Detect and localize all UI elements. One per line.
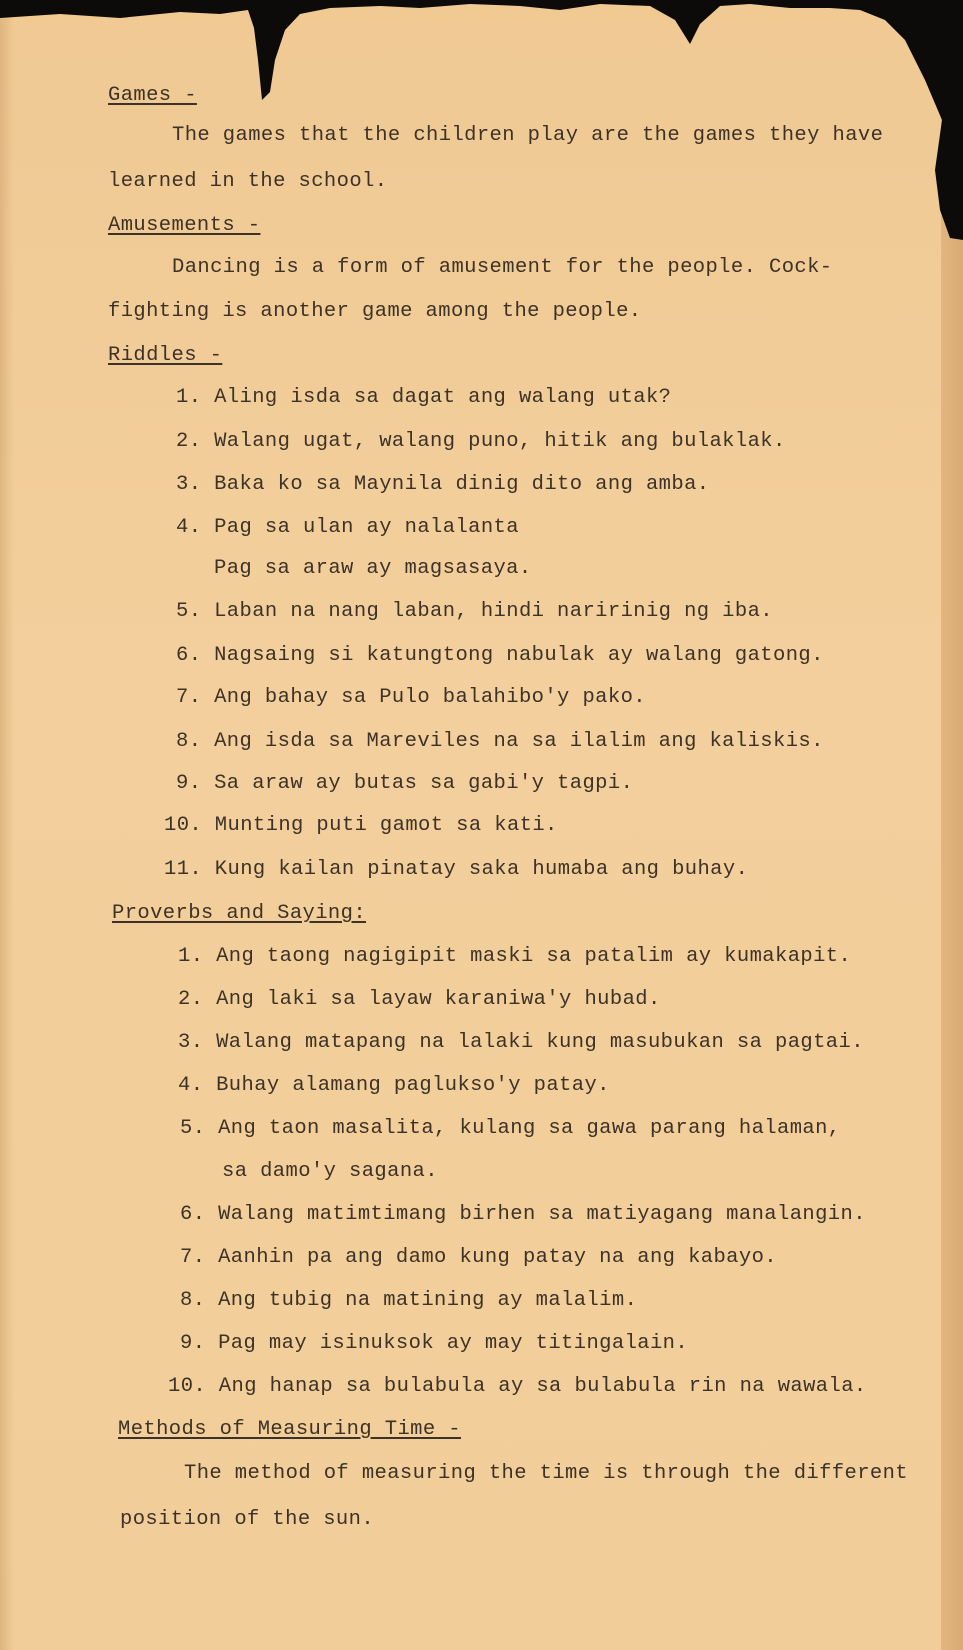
riddle-item: 4. Pag sa ulan ay nalalanta [176,516,519,539]
proverb-item: 7. Aanhin pa ang damo kung patay na ang kabayo. [180,1246,777,1269]
proverb-item: 2. Ang laki sa layaw karaniwa'y hubad. [178,988,661,1011]
riddle-item: 8. Ang isda sa Mareviles na sa ilalim ang kaliskis. [176,730,824,753]
paper-left-edge [0,0,14,1650]
proverb-item: 4. Buhay alamang paglukso'y patay. [178,1074,610,1097]
proverb-item: 3. Walang matapang na lalaki kung masubukan sa pagtai. [178,1031,864,1054]
proverb-item-continuation: sa damo'y sagana. [222,1160,438,1183]
riddle-item: 2. Walang ugat, walang puno, hitik ang bulaklak. [176,430,786,453]
proverb-item: 8. Ang tubig na matining ay malalim. [180,1289,638,1312]
riddle-item: 11. Kung kailan pinatay saka humaba ang buhay. [164,858,749,881]
riddle-item: 1. Aling isda sa dagat ang walang utak? [176,386,672,409]
paper-right-edge [941,0,963,1650]
riddle-item-continuation: Pag sa araw ay magsasaya. [214,557,532,580]
riddle-item: 7. Ang bahay sa Pulo balahibo'y pako. [176,686,646,709]
amusements-text-line-2: fighting is another game among the people. [108,300,642,323]
proverb-item: 6. Walang matimtimang birhen sa matiyagang manalangin. [180,1203,866,1226]
riddle-item: 9. Sa araw ay butas sa gabi'y tagpi. [176,772,634,795]
time-text-line-2: position of the sun. [120,1508,375,1531]
time-heading: Methods of Measuring Time - [118,1418,461,1441]
games-text-line-1: The games that the children play are the games they have [172,124,884,147]
riddles-heading: Riddles - [108,344,223,367]
games-heading: Games - [108,84,197,107]
proverb-item: 9. Pag may isinuksok ay may titingalain. [180,1332,689,1355]
riddle-item: 5. Laban na nang laban, hindi naririnig ng iba. [176,600,773,623]
games-text-line-2: learned in the school. [108,170,388,193]
proverbs-heading: Proverbs and Saying: [112,902,367,925]
proverb-item: 1. Ang taong nagigipit maski sa patalim ay kumakapit. [178,945,852,968]
riddle-item: 10. Munting puti gamot sa kati. [164,814,558,837]
amusements-text-line-1: Dancing is a form of amusement for the people. Cock- [172,256,833,279]
riddle-item: 3. Baka ko sa Maynila dinig dito ang amba. [176,473,710,496]
torn-paper-edge [0,0,963,240]
amusements-heading: Amusements - [108,214,261,237]
riddle-item: 6. Nagsaing si katungtong nabulak ay walang gatong. [176,644,824,667]
proverb-item: 10. Ang hanap sa bulabula ay sa bulabula rin na wawala. [168,1375,867,1398]
time-text-line-1: The method of measuring the time is through the different [184,1462,909,1485]
proverb-item: 5. Ang taon masalita, kulang sa gawa parang halaman, [180,1117,841,1140]
